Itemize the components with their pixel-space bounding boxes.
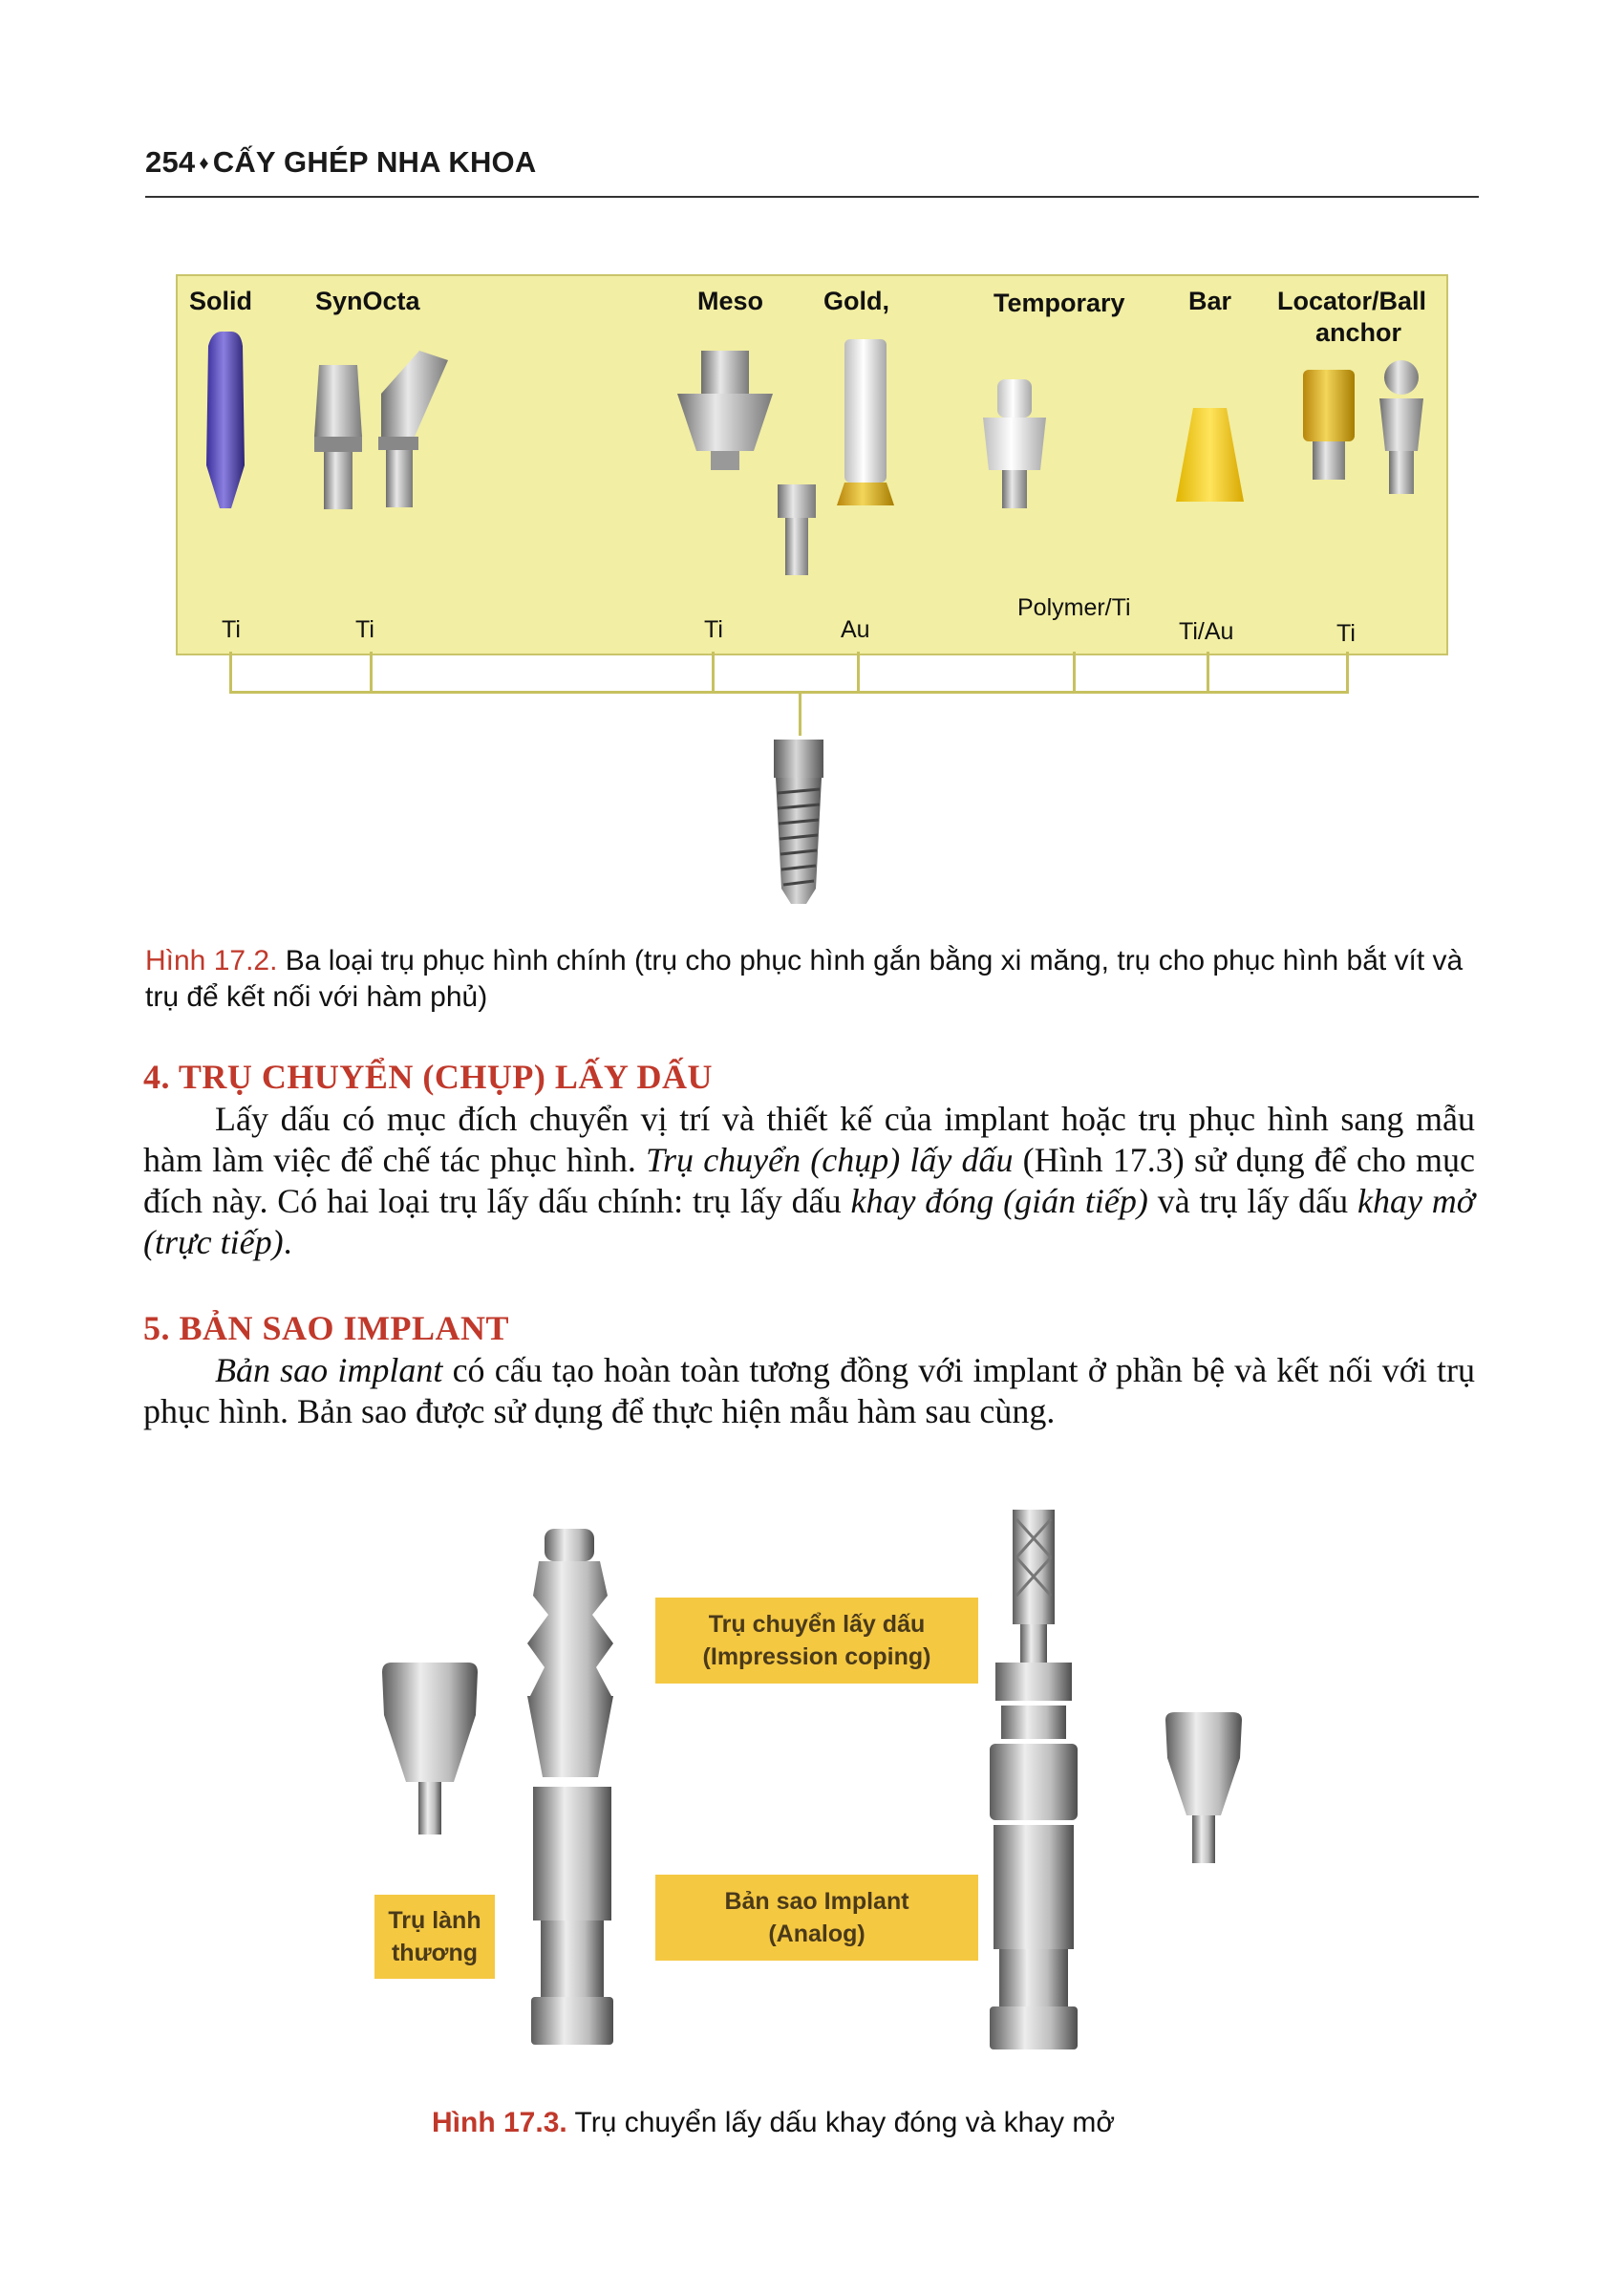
- solid-abutment-icon: [206, 332, 245, 508]
- gold-abutment-icon: [837, 339, 894, 505]
- implant-fixture-icon: [764, 736, 833, 908]
- s4-text-2: (Hình 17.3) sử dụng để cho mục đích này. Có hai loại trụ lấy dấu chính: trụ lấy dấu: [143, 1141, 1475, 1220]
- label-gold: Gold,: [823, 287, 889, 315]
- synocta-straight-icon: [314, 365, 362, 509]
- connector-stem: [799, 694, 801, 736]
- ball-anchor-icon: [1379, 360, 1423, 494]
- synocta-angled-icon: [378, 351, 448, 507]
- figure-17-2-label: Hình 17.2.: [145, 945, 278, 976]
- s5-italic-lead: Bản sao implant: [215, 1351, 443, 1389]
- bar-gold-cap-icon: [1176, 408, 1244, 502]
- label-synocta: SynOcta: [315, 287, 420, 315]
- impression-figure-illustration: [363, 1500, 1261, 2073]
- s5-text: có cấu tạo hoàn toàn tương đồng với implant ở phần bệ và kết nối với trụ phục hình. Bản sao được sử dụng để thực hiện mẫu hàm sau cùng.: [143, 1351, 1475, 1430]
- section-4-title: 4. TRỤ CHUYỂN (CHỤP) LẤY DẤU: [143, 1058, 713, 1096]
- material-meso: Ti: [704, 616, 723, 643]
- section-5-paragraph: [143, 1350, 1475, 1432]
- meso-screw-icon: [778, 484, 816, 575]
- locator-attachment-icon: [1303, 370, 1355, 480]
- figure-17-2-caption: [145, 943, 1479, 1016]
- temporary-abutment-icon: [983, 379, 1046, 508]
- figure-17-3-caption: [432, 2105, 1115, 2141]
- figure-17-3-text: Trụ chuyển lấy dấu khay đóng và khay mở: [566, 2107, 1116, 2138]
- closed-tray-coping-icon: [527, 1529, 613, 1777]
- label-anchor: anchor: [1315, 318, 1402, 347]
- s4-italic-3: khay mở (trực tiếp): [143, 1182, 1475, 1261]
- s4-italic-1: Trụ chuyển (chụp) lấy dấu: [646, 1141, 1014, 1179]
- header-rule: [145, 196, 1479, 198]
- diamond-separator: ♦: [199, 153, 209, 174]
- analog-right-icon: [990, 1825, 1078, 2049]
- label-meso: Meso: [697, 287, 764, 315]
- material-locator: Ti: [1336, 620, 1356, 647]
- abutment-illustrations: [176, 274, 1446, 656]
- label-impression-coping: [655, 1598, 978, 1684]
- material-gold: Au: [841, 616, 870, 643]
- material-synocta: Ti: [355, 616, 374, 643]
- healing-abutment-left-icon: [382, 1663, 478, 1835]
- running-header: [145, 145, 536, 180]
- label-solid: Solid: [189, 287, 252, 315]
- meso-abutment-icon: [677, 351, 773, 470]
- coping-label-line-1: Trụ chuyển lấy dấu: [708, 1611, 926, 1638]
- coping-label-line-2: (Impression coping): [702, 1643, 931, 1670]
- label-healing-abutment: [374, 1895, 495, 1979]
- connector-bracket: [229, 652, 1349, 694]
- material-temporary: Polymer/Ti: [1017, 594, 1131, 621]
- section-4-paragraph: [143, 1099, 1475, 1263]
- analog-left-icon: [531, 1787, 613, 2045]
- analog-label-line-2: (Analog): [768, 1920, 865, 1947]
- s4-italic-2: khay đóng (gián tiếp): [850, 1182, 1148, 1220]
- open-tray-coping-icon: [990, 1510, 1078, 1820]
- s4-text-1: Lấy dấu có mục đích chuyển vị trí và thiết kế của implant hoặc trụ phục hình sang mẫu hàm làm việc để chế tác phục hình.: [143, 1100, 1475, 1179]
- s4-text-3: và trụ lấy dấu: [1147, 1182, 1357, 1220]
- label-bar: Bar: [1188, 287, 1232, 315]
- label-implant-analog: [655, 1875, 978, 1961]
- label-locator-ball: Locator/Ball: [1277, 287, 1427, 315]
- healing-label-line-1: Trụ lành: [388, 1907, 481, 1934]
- healing-abutment-right-icon: [1165, 1712, 1242, 1863]
- figure-17-3-label: Hình 17.3.: [432, 2107, 567, 2138]
- label-temporary: Temporary: [994, 289, 1125, 317]
- material-solid: Ti: [222, 616, 241, 643]
- material-bar: Ti/Au: [1179, 618, 1234, 645]
- page-number: 254: [145, 145, 196, 179]
- analog-label-line-1: Bản sao Implant: [724, 1888, 909, 1915]
- figure-17-2-text: Ba loại trụ phục hình chính (trụ cho phục hình gắn bằng xi măng, trụ cho phục hình bắt vít và trụ để kết nối với hàm phủ): [145, 945, 1464, 1013]
- s4-text-end: .: [283, 1223, 292, 1261]
- section-5-title: 5. BẢN SAO IMPLANT: [143, 1309, 510, 1347]
- book-title: CẤY GHÉP NHA KHOA: [212, 145, 537, 179]
- healing-label-line-2: thương: [391, 1940, 478, 1966]
